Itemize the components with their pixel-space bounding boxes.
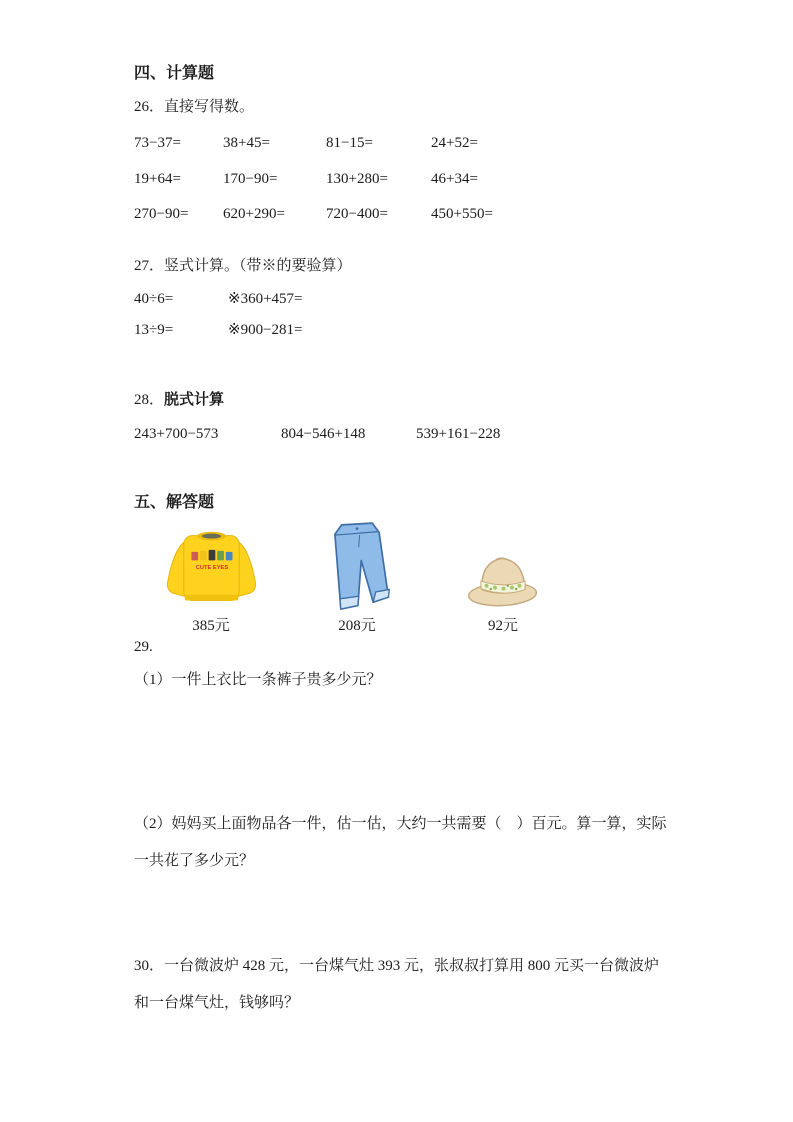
price-label: 385元 (192, 618, 230, 634)
q26-row-1 (134, 133, 668, 153)
sweater-image (159, 524, 264, 614)
q27-row-2 (134, 320, 668, 340)
expression: 450+550= (431, 206, 493, 222)
expression: 38+45= (223, 135, 270, 151)
expression: 170−90= (223, 171, 278, 187)
q28-label (134, 390, 668, 410)
expression: 243+700−573 (134, 426, 219, 442)
expression: 13÷9= (134, 322, 174, 338)
expression: 270−90= (134, 206, 189, 222)
expression: 620+290= (223, 206, 285, 222)
jeans-figure (302, 519, 412, 635)
price-label: 92元 (487, 618, 518, 634)
section-4-title: 四、计算题 (134, 65, 215, 82)
q28-number: 28． (134, 392, 165, 408)
q29-part2: （2）妈妈买上面物品各一件，估一估，大约一共需要（ ）百元。算一算，实际一共花了多少元？ (134, 816, 667, 869)
q29-part1: （1）一件上衣比一条裤子贵多少元？ (134, 672, 382, 688)
q26-label: 26．直接写得数。 (134, 99, 255, 115)
expression: 24+52= (431, 135, 478, 151)
expression: ※360+457= (228, 291, 303, 307)
expression: 81−15= (326, 135, 373, 151)
q26-row-2 (134, 169, 668, 189)
jeans-image (323, 519, 391, 614)
expression: 46+34= (431, 171, 478, 187)
hat-image (458, 550, 548, 614)
q28-row (134, 424, 668, 444)
expression: 130+280= (326, 171, 388, 187)
q27-row-1 (134, 289, 668, 309)
expression: ※900−281= (228, 322, 303, 338)
price-label: 208元 (338, 618, 376, 634)
expression: 73−37= (134, 135, 181, 151)
hat-figure (448, 550, 558, 635)
svg-text:CUTE EYES: CUTE EYES (195, 565, 228, 571)
expression: 19+64= (134, 171, 181, 187)
goods-row (134, 519, 668, 635)
q30-text: 30．一台微波炉 428 元，一台煤气灶 393 元，张叔叔打算用 800 元买一台微波炉和一台煤气灶，钱够吗？ (134, 958, 660, 1011)
q26-row-3 (134, 204, 668, 224)
q27-label: 27．竖式计算。（带※的要验算） (134, 258, 352, 274)
expression: 804−546+148 (281, 426, 366, 442)
sweater-figure (156, 524, 266, 635)
section-5-title: 五、解答题 (134, 494, 215, 511)
q28-title: 脱式计算 (164, 391, 225, 408)
expression: 720−400= (326, 206, 388, 222)
q29-number: 29. (134, 639, 153, 655)
expression: 40÷6= (134, 291, 174, 307)
expression: 539+161−228 (416, 426, 501, 442)
